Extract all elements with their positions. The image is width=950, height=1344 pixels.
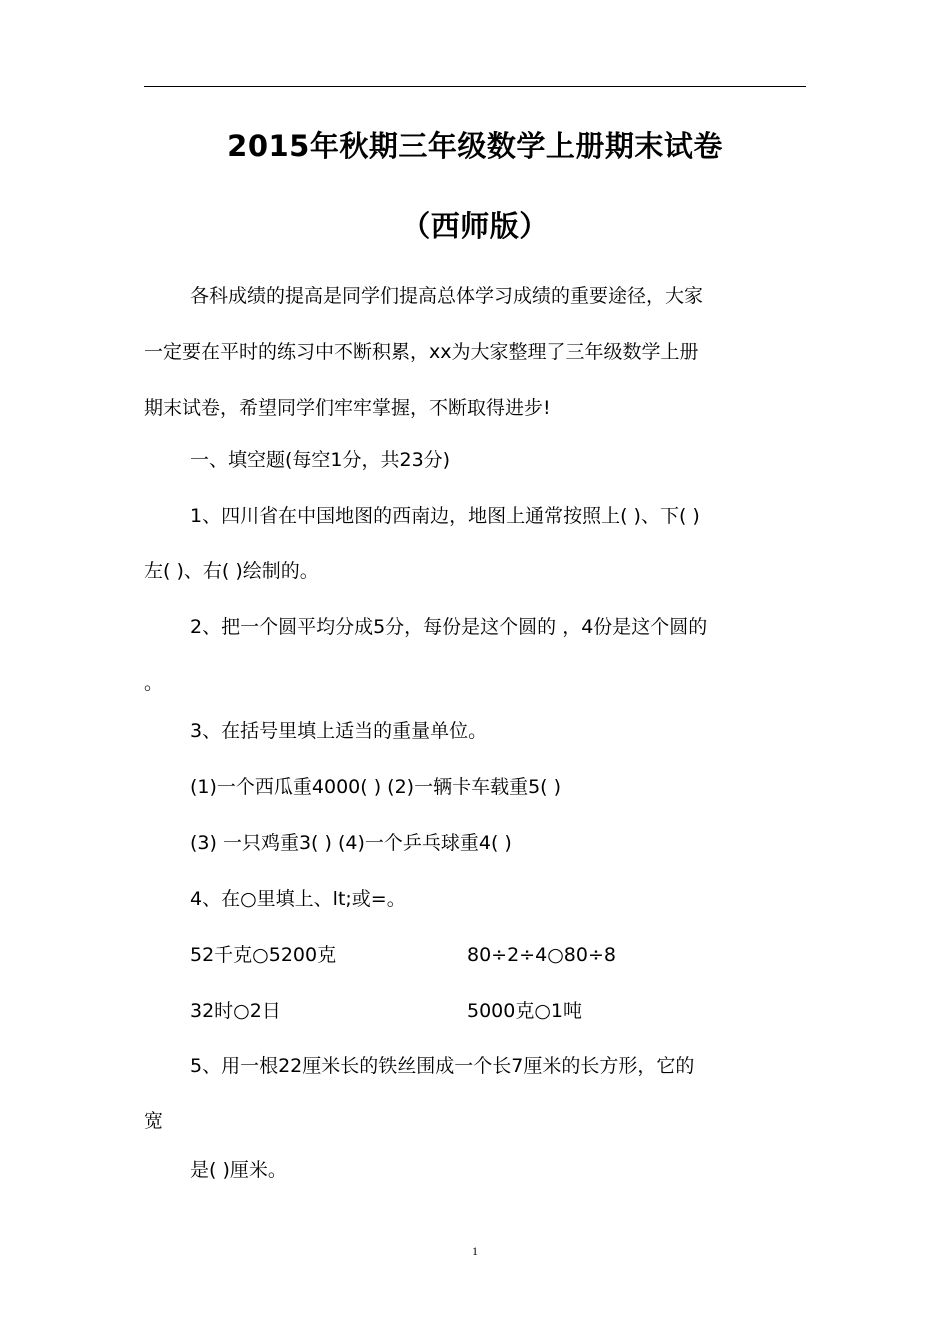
intro-line-1: 各科成绩的提高是同学们提高总体学习成绩的重要途径，大家	[190, 285, 704, 307]
question-4-line-1: 4、在○里填上、lt;或=。	[190, 888, 406, 910]
intro-line-3: 期末试卷，希望同学们牢牢掌握，不断取得进步!	[144, 397, 551, 419]
question-3-line-2: (1)一个西瓜重4000( ) (2)一辆卡车载重5( )	[190, 776, 562, 798]
question-3-line-3: (3) 一只鸡重3( ) (4)一个乒乓球重4( )	[190, 832, 512, 854]
question-2-line-2: 。	[144, 672, 164, 694]
intro-line-2: 一定要在平时的练习中不断积累，xx为大家整理了三年级数学上册	[144, 341, 699, 363]
document-title: 2015年秋期三年级数学上册期末试卷	[227, 129, 723, 163]
question-2-line-1: 2、把一个圆平均分成5分，每份是这个圆的 ，4份是这个圆的	[190, 616, 708, 638]
page-number: 1	[472, 1244, 478, 1258]
question-4-row-1-right: 80÷2÷4○80÷8	[467, 944, 616, 966]
document-subtitle: （西师版）	[401, 209, 549, 243]
question-4-row-2-right: 5000克○1吨	[467, 1000, 583, 1022]
question-5-line-2: 宽	[144, 1110, 164, 1132]
question-5-line-1: 5、用一根22厘米长的铁丝围成一个长7厘米的长方形，它的	[190, 1055, 695, 1077]
section-heading: 一、填空题(每空1分，共23分)	[190, 449, 451, 471]
question-4-row-1-left: 52千克○5200克	[190, 944, 337, 966]
question-5-line-3: 是( )厘米。	[190, 1159, 287, 1181]
question-3-line-1: 3、在括号里填上适当的重量单位。	[190, 720, 488, 742]
question-4-row-2-left: 32时○2日	[190, 1000, 281, 1022]
question-1-line-2: 左( )、右( )绘制的。	[144, 560, 319, 582]
question-1-line-1: 1、四川省在中国地图的西南边，地图上通常按照上( )、下( )	[190, 505, 700, 527]
header-rule	[144, 86, 806, 87]
